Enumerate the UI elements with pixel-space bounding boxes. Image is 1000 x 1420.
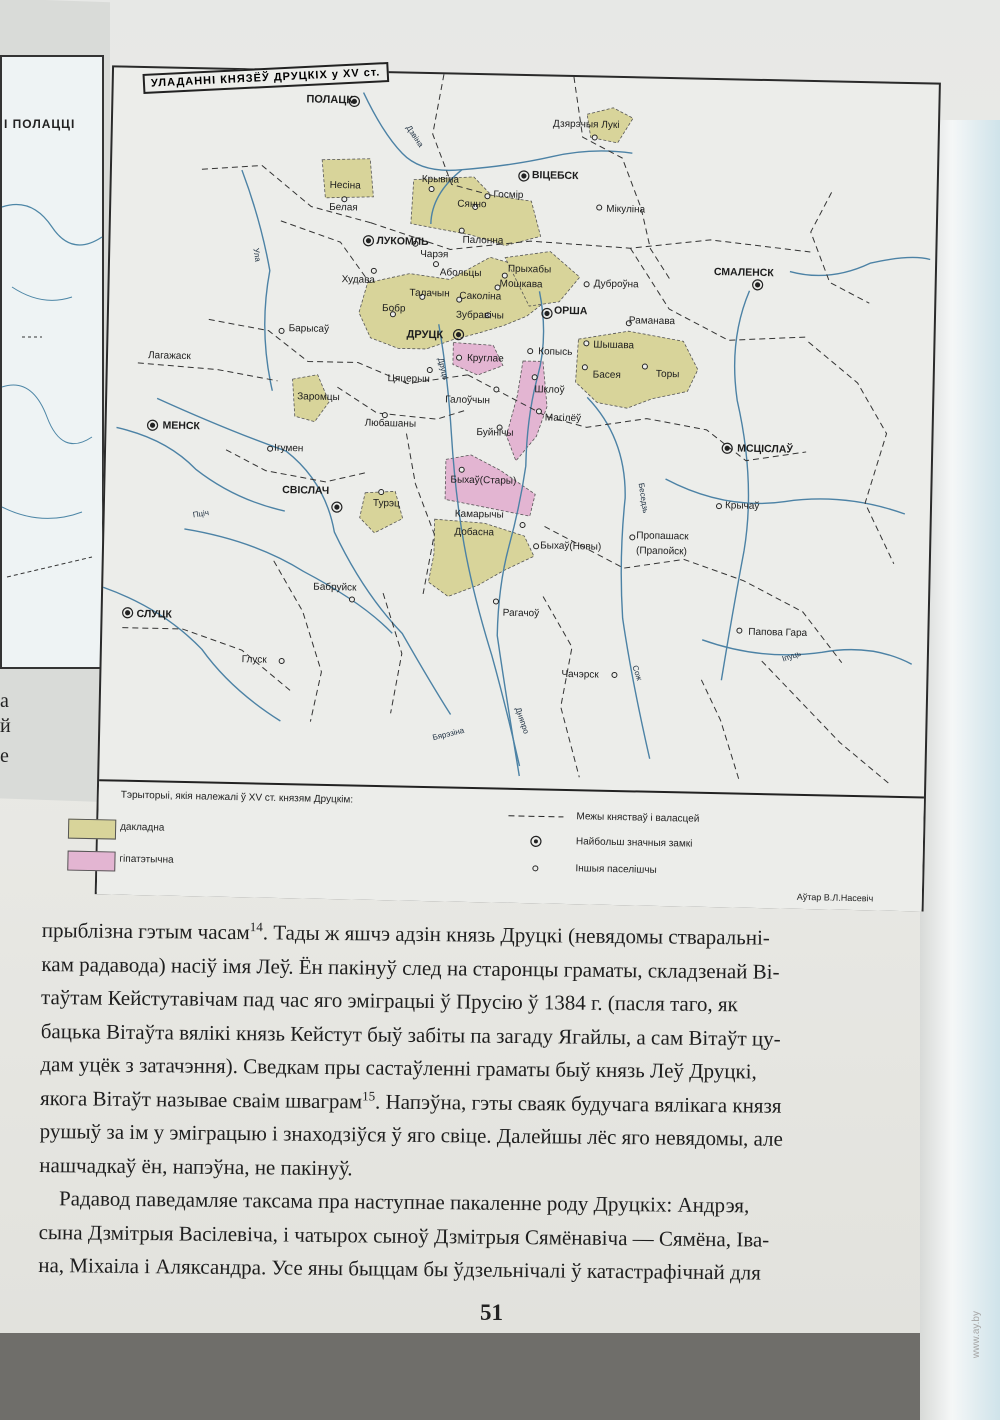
place-label: Шклоў [534, 384, 565, 396]
place-label: Магілёў [544, 412, 582, 425]
place-label: Абольцы [439, 267, 482, 280]
body-text [38, 914, 977, 1292]
place-label: Турэц [372, 497, 400, 510]
river-label: Беседзь [636, 482, 651, 514]
text-line: бацька Вітаўта вялікі князь Кейстут быў забіты па загаду Ягайлы, а сам Вітаўт цу- [40, 1018, 781, 1051]
place-label: Палонна [462, 234, 504, 247]
legend-swatch-dakladna [68, 819, 116, 840]
place-label: Худава [341, 274, 376, 286]
place-label: Мошкава [499, 278, 543, 291]
place-label: Чачэрск [561, 668, 599, 681]
place-label: Лагажаск [147, 350, 191, 363]
place-label: МЕНСК [162, 419, 201, 433]
place-label: Рагачоў [502, 607, 540, 620]
legend-swatch-gipatetychna [67, 851, 115, 872]
map-legend [97, 779, 924, 911]
place-label: Пропашаск [636, 530, 689, 543]
place-label: Копысь [538, 346, 573, 359]
place-label: Заромцы [297, 391, 340, 404]
place-label: Бобр [381, 303, 406, 315]
place-label: Ігумен [273, 442, 304, 455]
map [95, 65, 941, 911]
left-text-fragment: й [0, 715, 11, 737]
legend-label-dakladna: дакладна [120, 821, 165, 834]
place-label: Барысаў [288, 323, 330, 335]
place-label: Басея [592, 369, 621, 382]
legend-label-gipatetychna: гіпатэтычна [119, 853, 174, 866]
legend-header: Тэрыторыі, якія належалі ў XV ст. князям Друцкім: [120, 789, 354, 806]
place-label: СЛУЦК [136, 607, 173, 621]
river-label: Пціч [192, 508, 210, 520]
place-label: СМАЛЕНСК [713, 265, 774, 280]
text-line: дам уцёк з затачэння). Сведкам пры састаўленні граматы быў князь Леў Друцкі, [40, 1051, 757, 1084]
river-label: Ула [251, 247, 263, 263]
river-label: Дзвіна [404, 123, 426, 149]
left-page-map [0, 55, 104, 669]
place-label: Госмір [493, 189, 524, 201]
place-label: Быхаў(Стары) [450, 474, 517, 487]
place-label: Чарэя [420, 248, 449, 261]
river-label: Дняпро [513, 706, 531, 735]
river-label: Іпуць [780, 648, 803, 664]
place-label: Шышава [593, 339, 635, 352]
place-label: Камарычы [454, 508, 504, 521]
place-label: Торы [655, 368, 680, 381]
place-label: Сянно [457, 198, 487, 211]
river-label: Друць [436, 356, 451, 381]
place-label: Прыхабы [507, 263, 552, 276]
text-line: рушыў за ім у эміграцыю і знаходзіўся ў яго свіце. Далейшы лёс яго невядомы, але [39, 1118, 784, 1151]
place-label: Галоўчын [445, 394, 491, 407]
map-title: УЛАДАННІ КНЯЗЁЎ ДРУЦКІХ у XV ст. [143, 62, 389, 94]
place-label: Круглае [466, 352, 504, 365]
place-label: Белая [329, 201, 358, 214]
page-number: 51 [480, 1300, 503, 1325]
place-label: Крычаў [724, 500, 760, 512]
left-text-fragment: е [0, 745, 9, 767]
left-map-rivers [2, 57, 102, 667]
place-label: Папова Гара [748, 626, 808, 639]
legend-symbols [507, 810, 569, 891]
place-label: Саколіна [459, 290, 502, 303]
text-line: кам радавода) насіў імя Леў. Ён пакінуў след на старонцы граматы, складзенай Ві- [41, 951, 780, 984]
place-label: ДРУЦК [406, 328, 444, 342]
place-label: ОРША [553, 304, 588, 318]
river-label: Бярэзіна [431, 725, 466, 743]
place-label: Добасна [454, 526, 495, 539]
legend-label-major-castles: Найбольш значныя замкі [575, 836, 693, 850]
text-line: нашчадкаў ён, напэўна, не пакінуў. [39, 1152, 353, 1180]
place-label: Талачын [409, 287, 450, 300]
text-line: сына Дзмітрыя Васілевіча, і чатырох сыноў Дзмітрыя Сямёнавіча — Сямёна, Іва- [38, 1219, 770, 1252]
watermark: www.ay.by [971, 1311, 982, 1359]
place-label: Раманава [628, 315, 676, 328]
place-label: Дуброўна [593, 278, 639, 291]
place-label: Дзярэчыя Лукі [552, 118, 620, 131]
place-label: Несіна [329, 179, 361, 192]
legend-label-borders: Межы княстваў і валасцей [576, 811, 700, 825]
place-label: (Прапойск) [635, 545, 688, 558]
place-label: СВІСЛАЧ [282, 483, 330, 497]
text-line: Радавод паведамляе таксама пра наступнае пакаленне роду Друцкіх: Андрэя, [58, 1186, 750, 1218]
legend-label-other: Іншыя паселішчы [575, 863, 657, 876]
text-line: таўтам Кейстутавічам пад час яго эміграцыі ў Прусію ў 1384 г. (пасля таго, як [41, 984, 738, 1017]
left-text-fragment: а [0, 690, 9, 712]
place-label: Глуск [241, 654, 267, 666]
place-label: Крывіна [421, 173, 460, 186]
map-author: Аўтар В.Л.Насевіч [796, 891, 874, 904]
place-label: Быхаў(Новы) [540, 540, 602, 553]
place-label: Зубравічы [455, 309, 504, 322]
place-label: ПОЛАЦК [306, 93, 354, 107]
place-label: Буйнічы [476, 427, 514, 439]
place-label: Цяцерын [387, 373, 430, 386]
place-label: ВІЦЕБСК [531, 169, 579, 183]
text-line: якога Вітаўт называе сваім шваграм$^{15}$. Напэўна, гэты сваяк будучага вялікага князя [39, 1085, 782, 1118]
place-label: Мікуліна [606, 203, 646, 216]
river-label: Сож [630, 664, 644, 682]
left-map-title: І ПОЛАЦЦІ [4, 117, 76, 131]
text-line: на, Міхаіла і Аляксандра. Усе яны быццам бы ўдзельнічалі ў катастрафічнай для [38, 1252, 761, 1285]
place-label: ЛУКОМЛЬ [376, 234, 429, 248]
text-line: прыблізна гэтым часам$^{14}$. Тады ж яшчэ адзін князь Друцкі (невядомы стваральні- [41, 917, 771, 950]
place-label: Бабруйск [313, 581, 357, 594]
place-label: Любашаны [364, 417, 417, 430]
map-canvas [99, 67, 939, 796]
place-label: МСЦІСЛАЎ [737, 442, 794, 456]
